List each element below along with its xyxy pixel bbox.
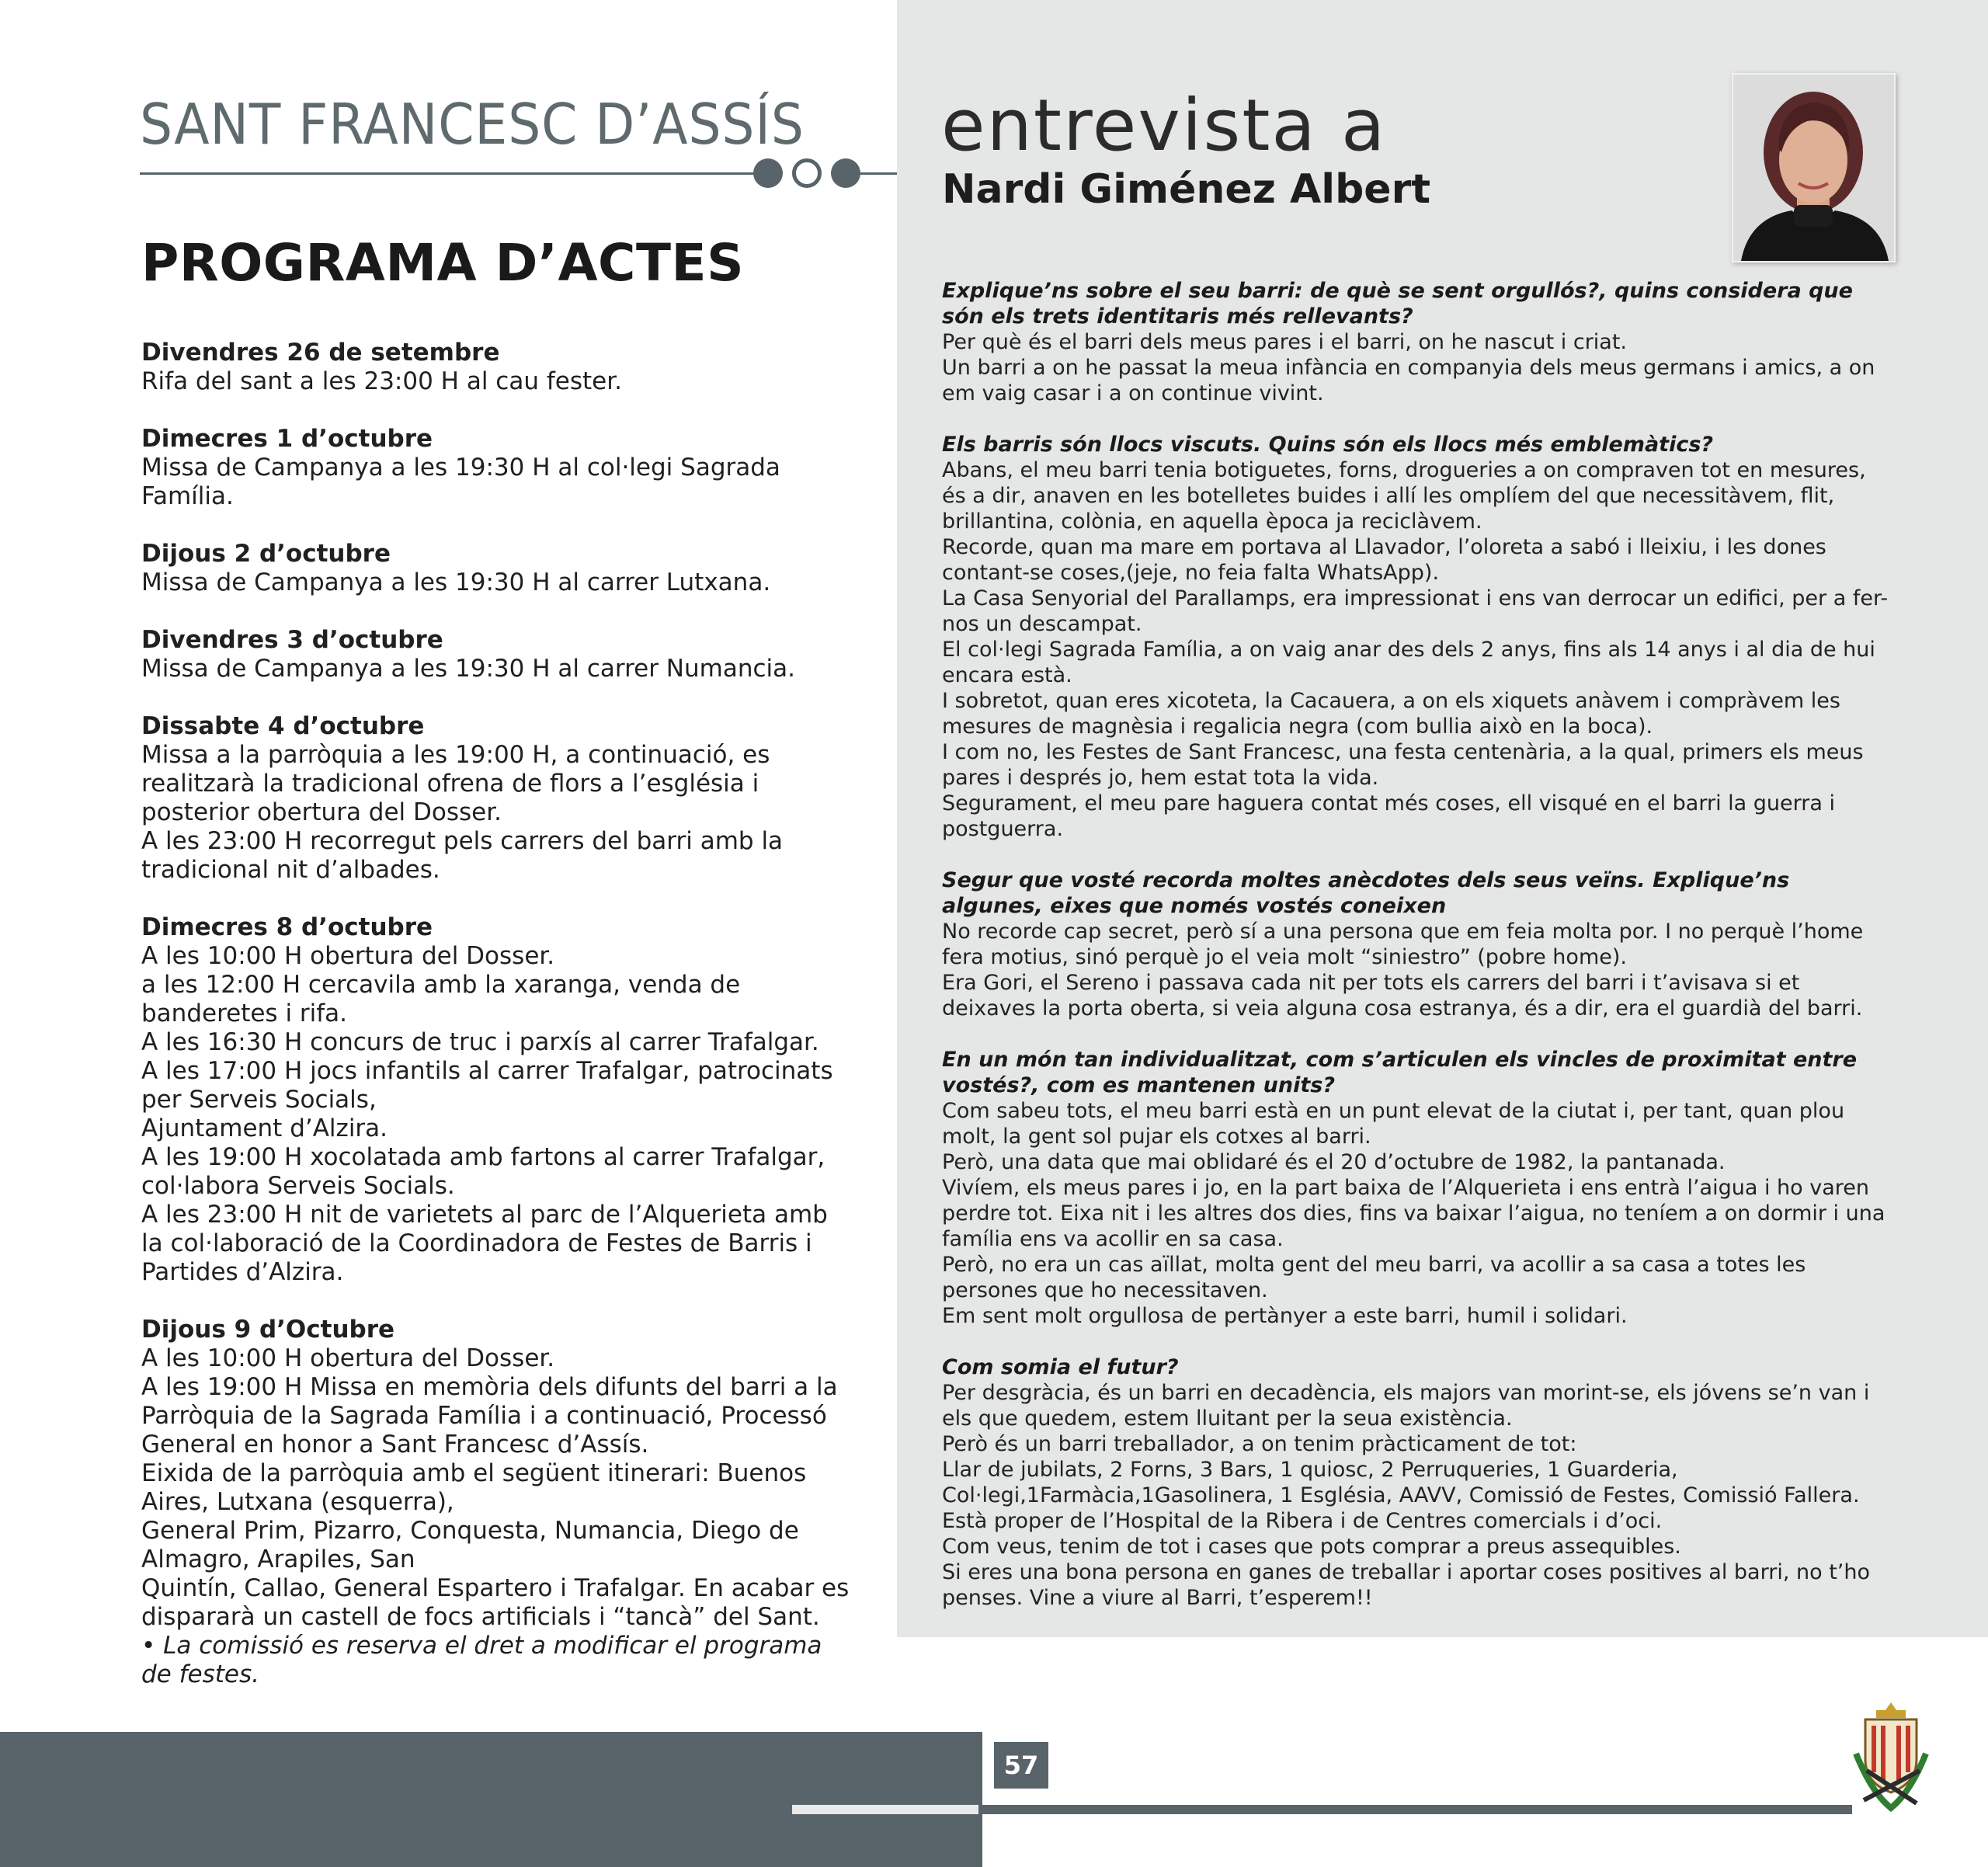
ornament-dot-outline	[792, 158, 822, 188]
program-day	[141, 540, 856, 597]
title-divider	[140, 172, 757, 175]
program-disclaimer: • La comissió es reserva el dret a modificar el programa de festes.	[141, 1632, 822, 1688]
program-day-heading: Dimecres 1 d’octubre	[141, 425, 433, 453]
interview-qa	[942, 867, 1893, 1021]
interview-answer-paragraph: Segurament, el meu pare haguera contat més coses, ell visqué en el barri la guerra i postguerra.	[942, 791, 1836, 841]
interview-answer-paragraph: No recorde cap secret, però sí a una persona que em feia molta por. I no perquè l’home fera motius, sinó perquè jo el veia molt “siniestro” (pobre home).	[942, 920, 1864, 969]
program-title: PROGRAMA D’ACTES	[141, 233, 745, 293]
program-event-line: Missa a la parròquia a les 19:00 H, a continuació, es realitzarà la tradicional ofrena de flors a l’església i posterior obertura del Dosser.	[141, 741, 770, 826]
title-divider-end	[854, 172, 897, 175]
program-event-line: a les 12:00 H cercavila amb la xaranga, venda de banderetes i rifa.	[141, 971, 741, 1027]
interview-answer-paragraph: Està proper de l’Hospital de la Ribera i de Centres comercials i d’oci.	[942, 1509, 1663, 1533]
interview-answer-paragraph: Per desgràcia, és un barri en decadència, els majors van morint-se, els jóvens se’n van i els que quedem, estem lluitant per la seua existència.	[942, 1381, 1870, 1431]
program-event-line: Quintín, Callao, General Espartero i Trafalgar. En acabar es dispararà un castell de focs artificials i “tancà” del Sant.	[141, 1574, 850, 1631]
program-event-line: Ajuntament d’Alzira.	[141, 1114, 388, 1142]
interview-qa	[942, 278, 1893, 406]
program-day-heading: Divendres 3 d’octubre	[141, 626, 443, 654]
interviewee-name: Nardi Giménez Albert	[942, 166, 1431, 213]
interview-question: Segur que vosté recorda moltes anècdotes dels seus veïns. Explique’ns algunes, eixes que només vostés coneixen	[942, 868, 1790, 918]
program-event-line: Eixida de la parròquia amb el següent itinerari: Buenos Aires, Lutxana (esquerra),	[141, 1459, 807, 1516]
section-title: SANT FRANCESC D’ASSÍS	[140, 92, 805, 157]
interview-answer-paragraph: Però és un barri treballador, a on tenim pràcticament de tot:	[942, 1432, 1577, 1456]
program-event-line: A les 16:30 H concurs de truc i parxís al carrer Trafalgar.	[141, 1028, 819, 1056]
program-list	[141, 339, 856, 1689]
interview-answer-paragraph: Vivíem, els meus pares i jo, en la part baixa de l’Alquerieta i ens entrà l’aigua i ho varen perdre tot. Eixa nit i les altres dos dies, fins va baixar l’aigua, no teníem a on dormir i una família ens va acollir en sa casa.	[942, 1176, 1885, 1251]
program-event-line: General Prim, Pizarro, Conquesta, Numancia, Diego de Almagro, Arapiles, San	[141, 1517, 799, 1573]
interview-answer-paragraph: I com no, les Festes de Sant Francesc, una festa centenària, a la qual, primers els meus pares i després jo, hem estat tota la vida.	[942, 740, 1864, 790]
program-event-line: A les 23:00 H recorregut pels carrers del barri amb la tradicional nit d’albades.	[141, 827, 784, 884]
interview-answer-paragraph: I sobretot, quan eres xicoteta, la Cacauera, a on els xiquets anàvem i compràvem les mesures de magnèsia i regalicia negra (com bullia això en la boca).	[942, 689, 1840, 739]
portrait-photo	[1733, 75, 1894, 261]
program-event-line: A les 19:00 H Missa en memòria dels difunts del barri a la Parròquia de la Sagrada Família i a continuació, Processó General en honor a Sant Francesc d’Assís.	[141, 1373, 838, 1458]
interview-answer-paragraph: Un barri a on he passat la meua infància en companyia dels meus germans i amics, a on em vaig casar i a on continue vivint.	[942, 356, 1875, 405]
interview-question: Els barris són llocs viscuts. Quins són els llocs més emblemàtics?	[942, 433, 1714, 457]
program-day	[141, 1316, 856, 1689]
program-event-line: Missa de Campanya a les 19:30 H al carrer Numancia.	[141, 655, 795, 683]
footer-rule-dark	[978, 1805, 1852, 1814]
ornament-dot-filled	[753, 158, 783, 188]
page-number: 57	[994, 1742, 1048, 1789]
interview-qa	[942, 1047, 1893, 1329]
program-event-line: Missa de Campanya a les 19:30 H al col·legi Sagrada Família.	[141, 454, 780, 510]
interview-answer-paragraph: Era Gori, el Sereno i passava cada nit per tots els carrers del barri i t’avisava si et deixaves la porta oberta, si veia alguna cosa estranya, és a dir, era el guardià del barri.	[942, 971, 1863, 1020]
program-event-line: A les 19:00 H xocolatada amb fartons al carrer Trafalgar, col·labora Serveis Socials.	[141, 1143, 825, 1200]
heraldic-crest-icon	[1848, 1699, 1934, 1816]
interview-label: entrevista a	[941, 84, 1387, 167]
interview-answer-paragraph: El col·legi Sagrada Família, a on vaig anar des dels 2 anys, fins als 14 anys i al dia de hui encara està.	[942, 638, 1875, 687]
interview-answer-paragraph: Recorde, quan ma mare em portava al Llavador, l’oloreta a sabó i lleixiu, i les dones contant-se coses,(jeje, no feia falta WhatsApp).	[942, 535, 1826, 585]
program-event-line: Missa de Campanya a les 19:30 H al carrer Lutxana.	[141, 568, 771, 596]
footer-rule-light	[792, 1805, 978, 1814]
interview-answer-paragraph: Com sabeu tots, el meu barri està en un punt elevat de la ciutat i, per tant, quan plou molt, la gent sol pujar els cotxes al barri.	[942, 1099, 1845, 1149]
program-day-heading: Divendres 26 de setembre	[141, 339, 500, 367]
program-day	[141, 339, 856, 396]
interview-answer-paragraph: Com veus, tenim de tot i cases que pots comprar a preus assequibles.	[942, 1535, 1681, 1559]
program-day-heading: Dimecres 8 d’octubre	[141, 913, 433, 941]
interview-answer-paragraph: La Casa Senyorial del Parallamps, era impressionat i ens van derrocar un edifici, per a fer-nos un descampat.	[942, 586, 1889, 636]
program-day-heading: Dijous 2 d’octubre	[141, 540, 391, 568]
interview-answer-paragraph: Si eres una bona persona en ganes de treballar i aportar coses positives al barri, no t’ho penses. Vine a viure al Barri, t’esperem!!	[942, 1560, 1871, 1610]
program-event-line: Rifa del sant a les 23:00 H al cau fester.	[141, 367, 622, 395]
interview-qa	[942, 432, 1893, 842]
program-day	[141, 913, 856, 1287]
interview-qa	[942, 1354, 1893, 1611]
program-day-heading: Dissabte 4 d’octubre	[141, 712, 425, 740]
interviewee-portrait	[1732, 73, 1896, 262]
program-day	[141, 712, 856, 885]
program-day	[141, 425, 856, 511]
interview-body	[942, 278, 1893, 1611]
interview-answer-paragraph: Per què és el barri dels meus pares i el barri, on he nascut i criat.	[942, 330, 1628, 354]
interview-question: En un món tan individualitzat, com s’articulen els vincles de proximitat entre vostés?, com es mantenen units?	[942, 1048, 1858, 1097]
interview-question: Com somia el futur?	[942, 1355, 1179, 1379]
footer-band	[0, 1732, 982, 1867]
program-event-line: A les 23:00 H nit de varietets al parc de l’Alquerieta amb la col·laboració de la Coordinadora de Festes de Barris i Partides d’Alzira.	[141, 1201, 828, 1286]
interview-answer-paragraph: Però, no era un cas aïllat, molta gent del meu barri, va acollir a sa casa a totes les persones que ho necessitaven.	[942, 1253, 1806, 1302]
interview-question: Explique’ns sobre el seu barri: de què se sent orgullós?, quins considera que són els trets identitaris més rellevants?	[942, 279, 1853, 329]
program-event-line: A les 10:00 H obertura del Dosser.	[141, 942, 555, 970]
interview-answer-paragraph: Em sent molt orgullosa de pertànyer a este barri, humil i solidari.	[942, 1304, 1628, 1328]
program-event-line: A les 10:00 H obertura del Dosser.	[141, 1344, 555, 1372]
interview-answer-paragraph: Abans, el meu barri tenia botiguetes, forns, drogueries a on compraven tot en mesures, és a dir, anaven en les botelletes buides i allí les omplíem del que necessitàvem, flit, brillantina, colònia, en aquella època ja reciclàvem.	[942, 458, 1866, 534]
program-event-line: A les 17:00 H jocs infantils al carrer Trafalgar, patrocinats per Serveis Socials,	[141, 1057, 833, 1114]
program-day	[141, 626, 856, 683]
program-day-heading: Dijous 9 d’Octubre	[141, 1316, 395, 1344]
interview-answer-paragraph: Llar de jubilats, 2 Forns, 3 Bars, 1 quiosc, 2 Perruqueries, 1 Guarderia, Col·legi,1Farmàcia,1Gasolinera, 1 Església, AAVV, Comissió de Festes, Comissió Fallera.	[942, 1458, 1860, 1507]
interview-answer-paragraph: Però, una data que mai oblidaré és el 20 d’octubre de 1982, la pantanada.	[942, 1150, 1726, 1174]
